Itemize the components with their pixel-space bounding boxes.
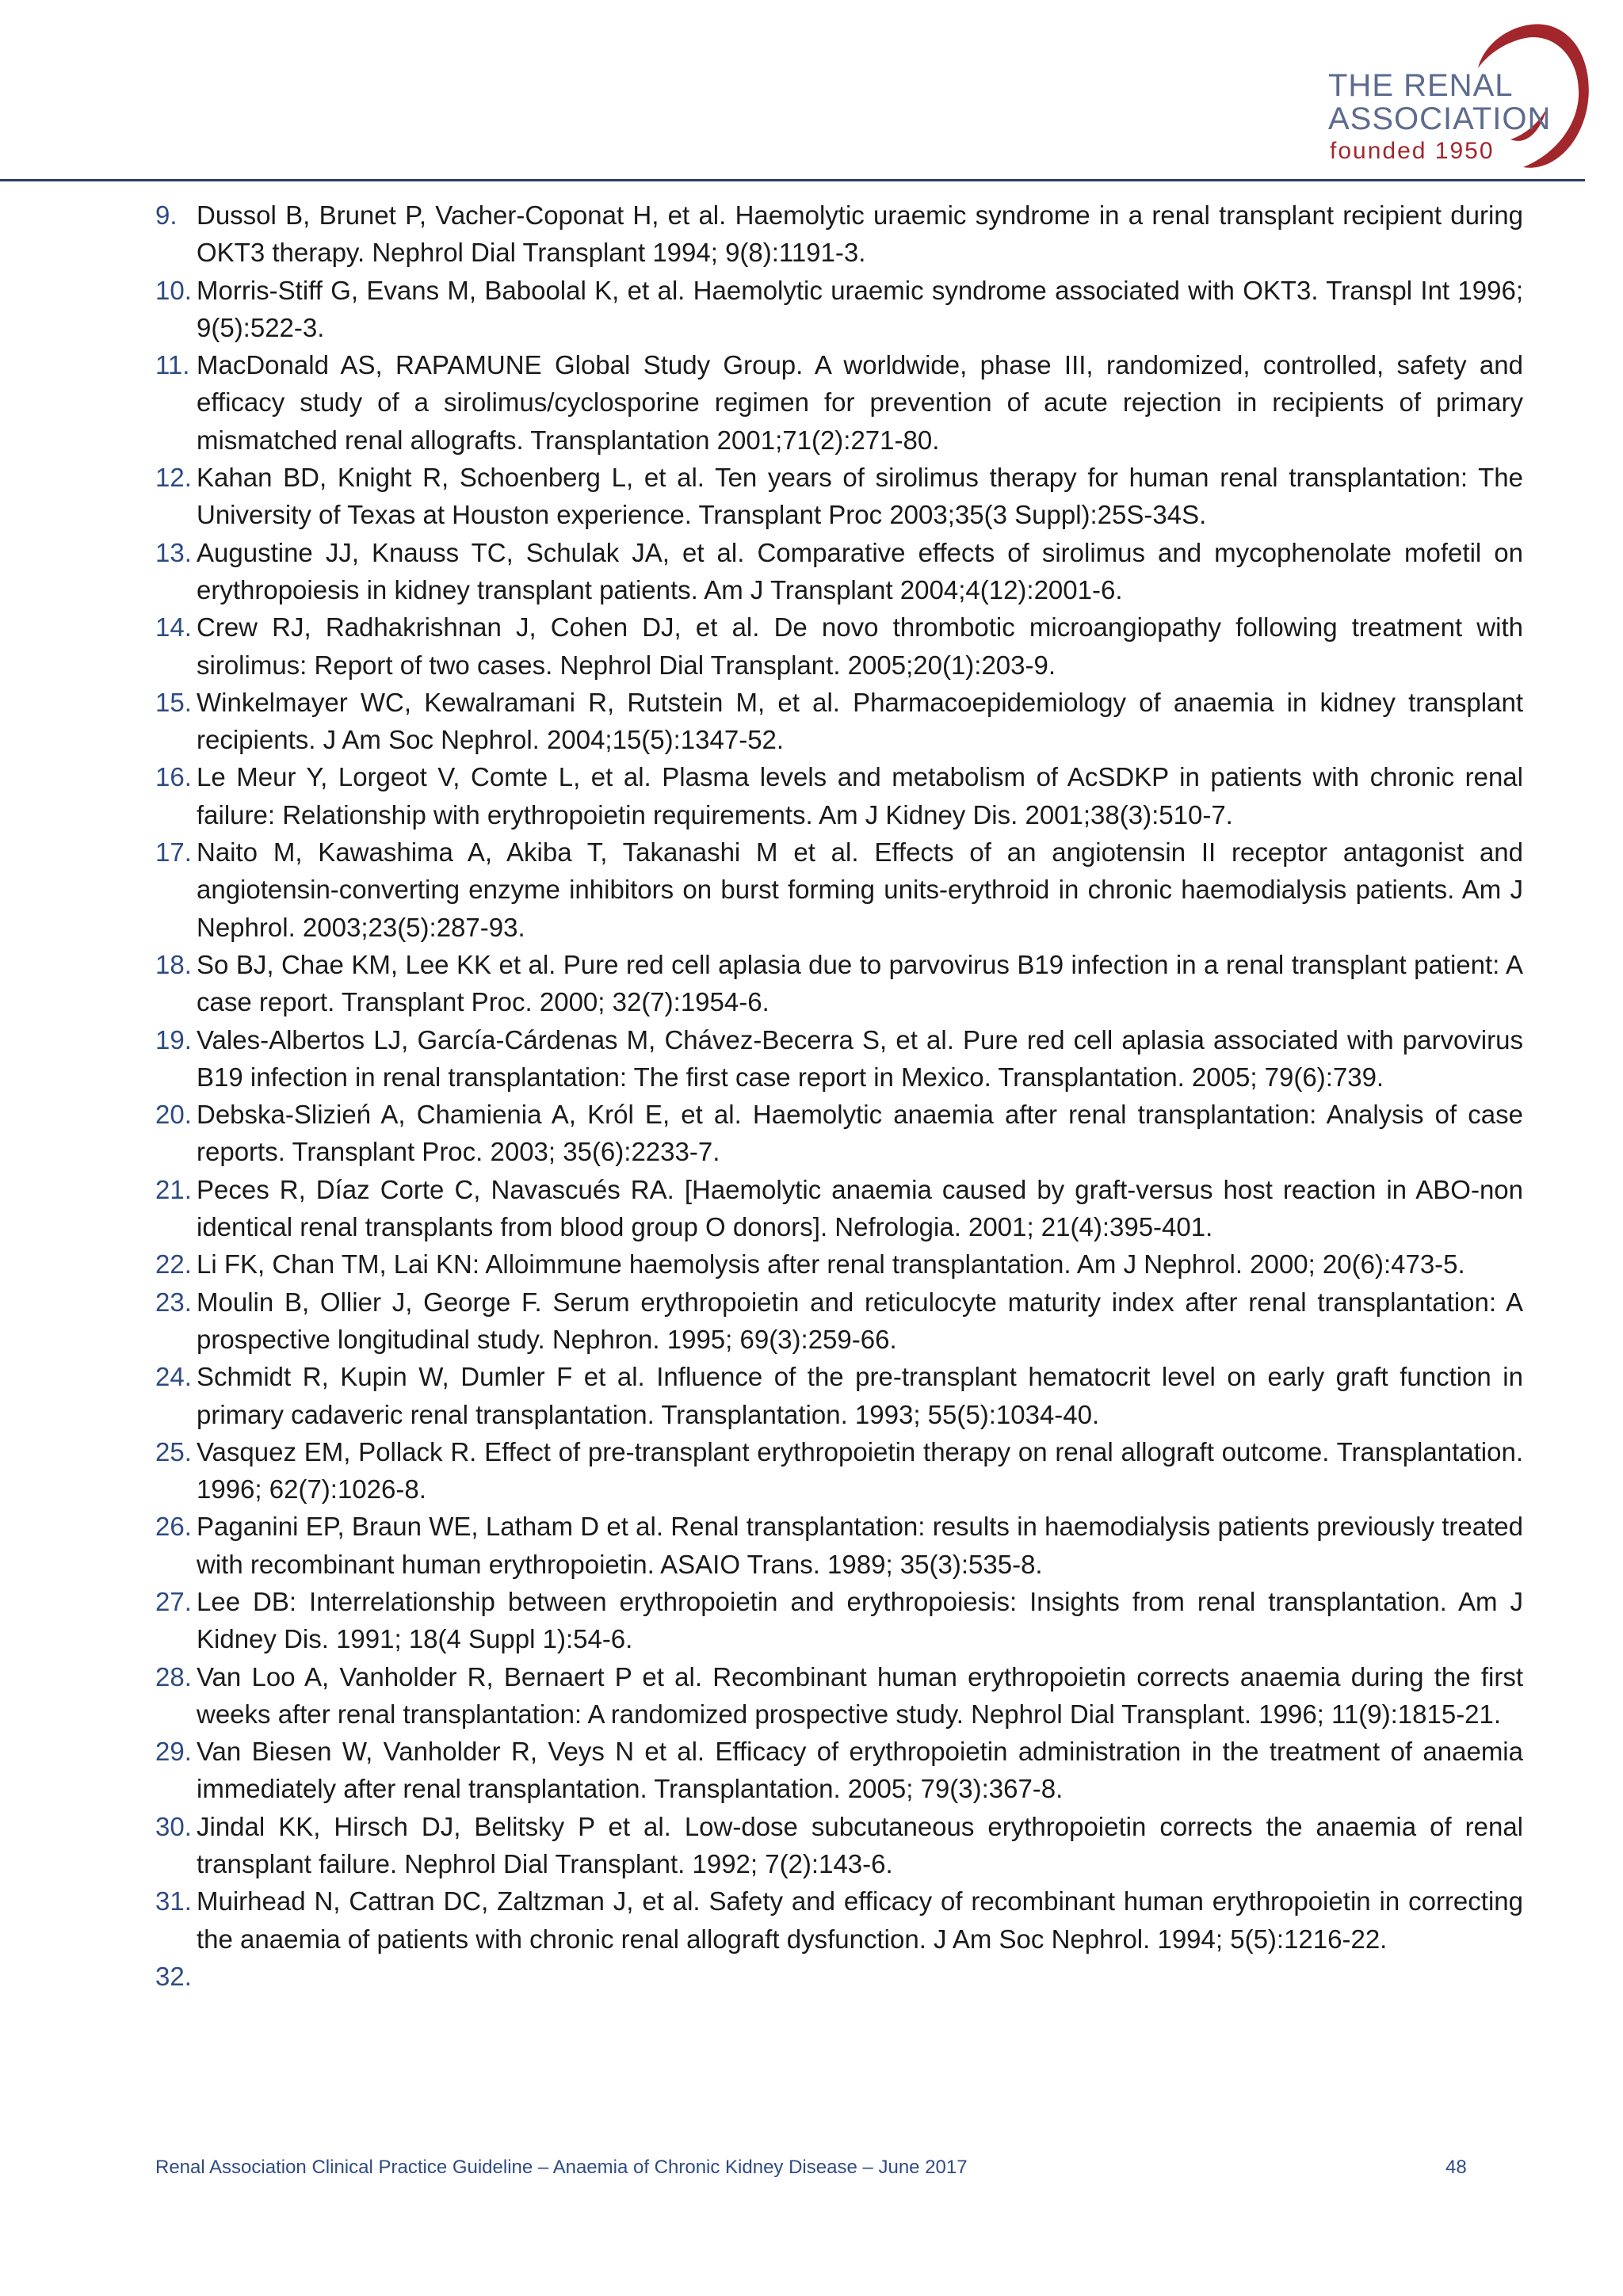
reference-number: 31. — [155, 1886, 192, 1917]
reference-item — [155, 1882, 1523, 1958]
reference-text: Dussol B, Brunet P, Vacher-Coponat H, et al. Haemolytic uraemic syndrome in a renal transplant recipient during OKT3 therapy. Nephrol Dial Transplant 1994; 9(8):1191-3. — [197, 200, 1523, 268]
reference-item — [155, 272, 1523, 347]
reference-number: 15. — [155, 687, 192, 717]
reference-number: 16. — [155, 762, 192, 792]
logo-text-line2: ASSOCIATION — [1328, 101, 1552, 136]
reference-number: 18. — [155, 949, 192, 979]
reference-number: 19. — [155, 1024, 192, 1055]
logo-founded-text: founded 1950 — [1330, 138, 1495, 164]
reference-item — [155, 1096, 1523, 1171]
reference-item — [155, 1021, 1523, 1097]
reference-number: 26. — [155, 1512, 192, 1542]
reference-text: Paganini EP, Braun WE, Latham D et al. Renal transplantation: results in haemodialysis patients previously treated with recombinant human erythropoietin. ASAIO Trans. 1989; 35(3):535-8. — [197, 1512, 1523, 1579]
footer-title: Renal Association Clinical Practice Guideline – Anaemia of Chronic Kidney Disease – June 2017 — [155, 2157, 968, 2178]
reference-number: 21. — [155, 1174, 192, 1204]
reference-item — [155, 684, 1523, 759]
reference-number: 20. — [155, 1100, 192, 1130]
reference-text: Jindal KK, Hirsch DJ, Belitsky P et al. Low-dose subcutaneous erythropoietin corrects the anaemia of renal transplant failure. Nephrol Dial Transplant. 1992; 7(2):143-6. — [197, 1811, 1523, 1879]
reference-item — [155, 1283, 1523, 1359]
reference-text: Winkelmayer WC, Kewalramani R, Rutstein M, et al. Pharmacoepidemiology of anaemia in kidney transplant recipients. J Am Soc Nephrol. 2004;15(5):1347-52. — [197, 687, 1523, 755]
reference-item — [155, 1171, 1523, 1246]
reference-text: Schmidt R, Kupin W, Dumler F et al. Influence of the pre-transplant hematocrit level on early graft function in primary cadaveric renal transplantation. Transplantation. 1993; 55(5):1034-40. — [197, 1362, 1523, 1429]
reference-number: 12. — [155, 463, 192, 493]
reference-text: Lee DB: Interrelationship between erythropoietin and erythropoiesis: Insights from renal transplantation. Am J Kidney Dis. 1991; 18(4 Suppl 1):54-6. — [197, 1586, 1523, 1654]
reference-text: MacDonald AS, RAPAMUNE Global Study Group. A worldwide, phase III, randomized, controlled, safety and efficacy study of a sirolimus/cyclosporine regimen for prevention of acute rejection in recipients of primary mismatched renal allografts. Transplantation 2001;71(2):271-80. — [197, 350, 1523, 455]
reference-text: Augustine JJ, Knauss TC, Schulak JA, et al. Comparative effects of sirolimus and mycophenolate mofetil on erythropoiesis in kidney transplant patients. Am J Transplant 2004;4(12):2001-6. — [197, 537, 1523, 605]
reference-text: Kahan BD, Knight R, Schoenberg L, et al. Ten years of sirolimus therapy for human renal transplantation: The University of Texas at Houston experience. Transplant Proc 2003;35(3 Suppl):25S-34S. — [197, 463, 1523, 530]
reference-text: Van Loo A, Vanholder R, Bernaert P et al. Recombinant human erythropoietin corrects anaemia during the first weeks after renal transplantation: A randomized prospective study. Nephrol Dial Transplant. 1996; 11(9):1815-21. — [197, 1661, 1523, 1729]
reference-item — [155, 346, 1523, 459]
reference-text: So BJ, Chae KM, Lee KK et al. Pure red cell aplasia due to parvovirus B19 infection in a renal transplant patient: A case report. Transplant Proc. 2000; 32(7):1954-6. — [197, 949, 1523, 1017]
reference-item — [155, 1583, 1523, 1658]
reference-text: Le Meur Y, Lorgeot V, Comte L, et al. Plasma levels and metabolism of AcSDKP in patients with chronic renal failure: Relationship with erythropoietin requirements. Am J Kidney Dis. 2001;38(3):510-7. — [197, 762, 1523, 830]
reference-number: 27. — [155, 1586, 192, 1616]
reference-item — [155, 608, 1523, 684]
page-number: 48 — [1445, 2157, 1467, 2178]
reference-item — [155, 1733, 1523, 1808]
reference-text: Peces R, Díaz Corte C, Navascués RA. [Haemolytic anaemia caused by graft-versus host reaction in ABO-non identical renal transplants from blood group O donors]. Nefrologia. 2001; 21(4):395-401. — [197, 1174, 1523, 1242]
logo-text-line1: THE RENAL — [1328, 68, 1514, 103]
reference-item — [155, 1433, 1523, 1508]
reference-text: Naito M, Kawashima A, Akiba T, Takanashi M et al. Effects of an angiotensin II receptor antagonist and angiotensin-converting enzyme inhibitors on burst forming units-erythroid in chronic haemodialysis patients. Am J Nephrol. 2003;23(5):287-93. — [197, 837, 1523, 942]
reference-text: Li FK, Chan TM, Lai KN: Alloimmune haemolysis after renal transplantation. Am J Nephrol. 2000; 20(6):473-5. — [197, 1249, 1465, 1280]
reference-item — [155, 946, 1523, 1021]
reference-item — [155, 1958, 1523, 1995]
reference-item — [155, 196, 1523, 272]
reference-item — [155, 1808, 1523, 1883]
reference-list — [155, 196, 1523, 1995]
reference-text: Vasquez EM, Pollack R. Effect of pre-transplant erythropoietin therapy on renal allograft outcome. Transplantation. 1996; 62(7):1026-8. — [197, 1436, 1523, 1505]
header-divider — [0, 179, 1585, 181]
reference-number: 23. — [155, 1287, 192, 1317]
reference-item — [155, 459, 1523, 534]
reference-number: 30. — [155, 1811, 192, 1841]
reference-number: 32. — [155, 1961, 192, 1991]
reference-item — [155, 534, 1523, 609]
reference-number: 29. — [155, 1737, 192, 1767]
reference-text: Crew RJ, Radhakrishnan J, Cohen DJ, et al. De novo thrombotic microangiopathy following treatment with sirolimus: Report of two cases. Nephrol Dial Transplant. 2005;20(1):203-9. — [197, 612, 1523, 680]
reference-number: 9. — [155, 200, 178, 230]
reference-text: Moulin B, Ollier J, George F. Serum erythropoietin and reticulocyte maturity index after renal transplantation: A prospective longitudinal study. Nephron. 1995; 69(3):259-66. — [197, 1287, 1523, 1354]
reference-number: 25. — [155, 1436, 192, 1466]
reference-item — [155, 1358, 1523, 1433]
reference-text: Morris-Stiff G, Evans M, Baboolal K, et al. Haemolytic uraemic syndrome associated with OKT3. Transpl Int 1996; 9(5):522-3. — [197, 275, 1523, 342]
reference-item — [155, 1245, 1523, 1283]
reference-item — [155, 1508, 1523, 1583]
reference-number: 22. — [155, 1249, 192, 1280]
reference-number: 24. — [155, 1362, 192, 1392]
reference-number: 28. — [155, 1661, 192, 1691]
renal-association-logo — [1316, 21, 1601, 171]
reference-text: Debska-Slizień A, Chamienia A, Król E, et al. Haemolytic anaemia after renal transplantation: Analysis of case reports. Transplant Proc. 2003; 35(6):2233-7. — [197, 1100, 1523, 1167]
reference-item — [155, 1658, 1523, 1733]
reference-text: Muirhead N, Cattran DC, Zaltzman J, et al. Safety and efficacy of recombinant human erythropoietin in correcting the anaemia of patients with chronic renal allograft dysfunction. J Am Soc Nephrol. 1994; 5(5):1216-22. — [197, 1886, 1523, 1954]
reference-number: 11. — [155, 350, 190, 380]
reference-text: Vales-Albertos LJ, García-Cárdenas M, Chávez-Becerra S, et al. Pure red cell aplasia associated with parvovirus B19 infection in renal transplantation: The first case report in Mexico. Transplantation. 2005; 79(6):739. — [197, 1024, 1523, 1092]
reference-number: 10. — [155, 275, 192, 305]
reference-item — [155, 833, 1523, 946]
reference-number: 14. — [155, 612, 192, 643]
reference-number: 17. — [155, 837, 192, 868]
reference-item — [155, 758, 1523, 833]
reference-number: 13. — [155, 537, 192, 567]
reference-text: Van Biesen W, Vanholder R, Veys N et al. Efficacy of erythropoietin administration in the treatment of anaemia immediately after renal transplantation. Transplantation. 2005; 79(3):367-8. — [197, 1737, 1523, 1804]
